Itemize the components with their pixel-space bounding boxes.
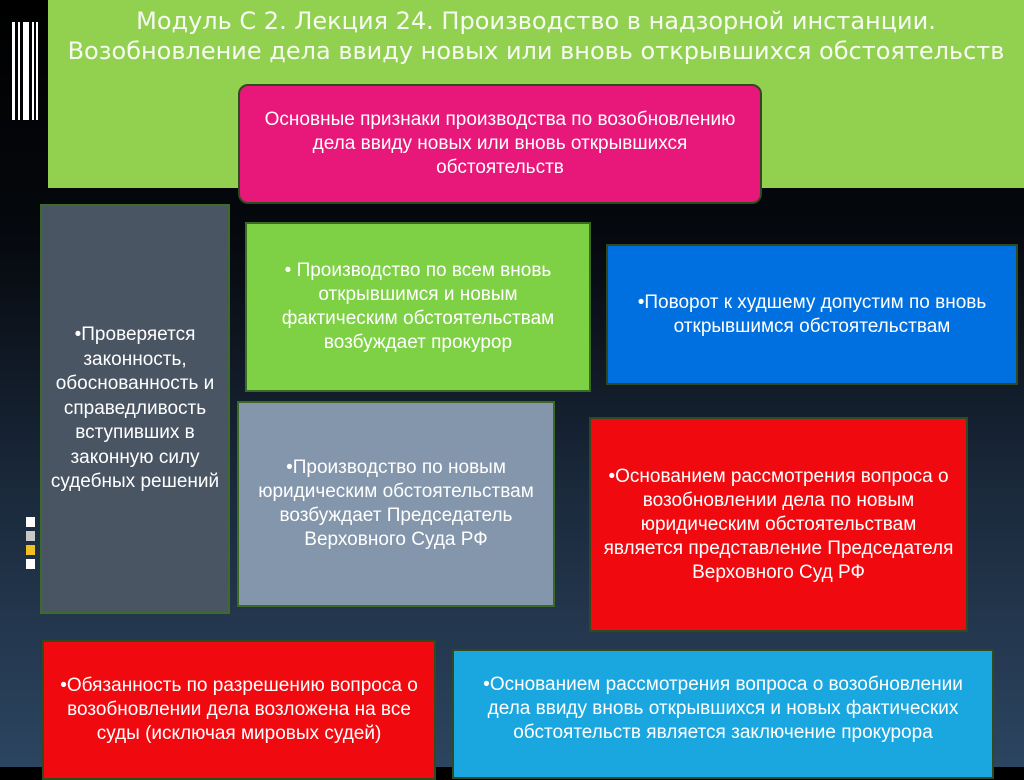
slide-title: Модуль С 2. Лекция 24. Производство в надзорной инстанции. Возобновление дела ввиду новых или вновь открывшихся обстоятельств	[67, 7, 1005, 65]
turn-for-worse-text: •Поворот к худшему допустим по вновь открывшимся обстоятельствам	[637, 291, 987, 337]
decorative-bars	[12, 22, 38, 120]
prosecutor-initiation-box	[245, 222, 591, 392]
prosecutor-conclusion-box	[452, 649, 994, 779]
legality-check-text: •Проверяется законность, обоснованность и справедливость вступивших в законную силу судебных решений	[50, 324, 220, 493]
chairman-initiation-text: •Производство по новым юридическим обстоятельствам возбуждает Председатель Верховного Суда РФ	[258, 457, 534, 550]
central-heading-box	[238, 84, 762, 204]
chairman-submission-text: •Основанием рассмотрения вопроса о возобновлении дела по новым юридическим обстоятельствам является представление Председателя Верховного Суд РФ	[603, 465, 954, 583]
courts-duty-text: •Обязанность по разрешению вопроса о возобновлении дела возложена на все суды (исключая мировых судей)	[60, 675, 418, 744]
decorative-square	[26, 559, 35, 569]
chairman-submission-box	[589, 417, 968, 632]
decorative-square	[26, 545, 35, 555]
courts-duty-box	[42, 640, 436, 780]
central-heading-text: Основные признаки производства по возобновлению дела ввиду новых или вновь открывшихся обстоятельств	[264, 109, 736, 178]
chairman-initiation-box	[237, 401, 555, 607]
decorative-square	[26, 517, 35, 527]
prosecutor-conclusion-text: •Основанием рассмотрения вопроса о возобновлении дела ввиду вновь открывшихся и новых фактических обстоятельств является заключение прокурора	[483, 674, 963, 743]
decorative-square	[26, 531, 35, 541]
legality-check-box	[40, 204, 230, 614]
turn-for-worse-box	[606, 244, 1018, 385]
prosecutor-initiation-text: • Производство по всем вновь открывшимся и новым фактическим обстоятельствам возбуждает прокурор	[281, 260, 555, 353]
